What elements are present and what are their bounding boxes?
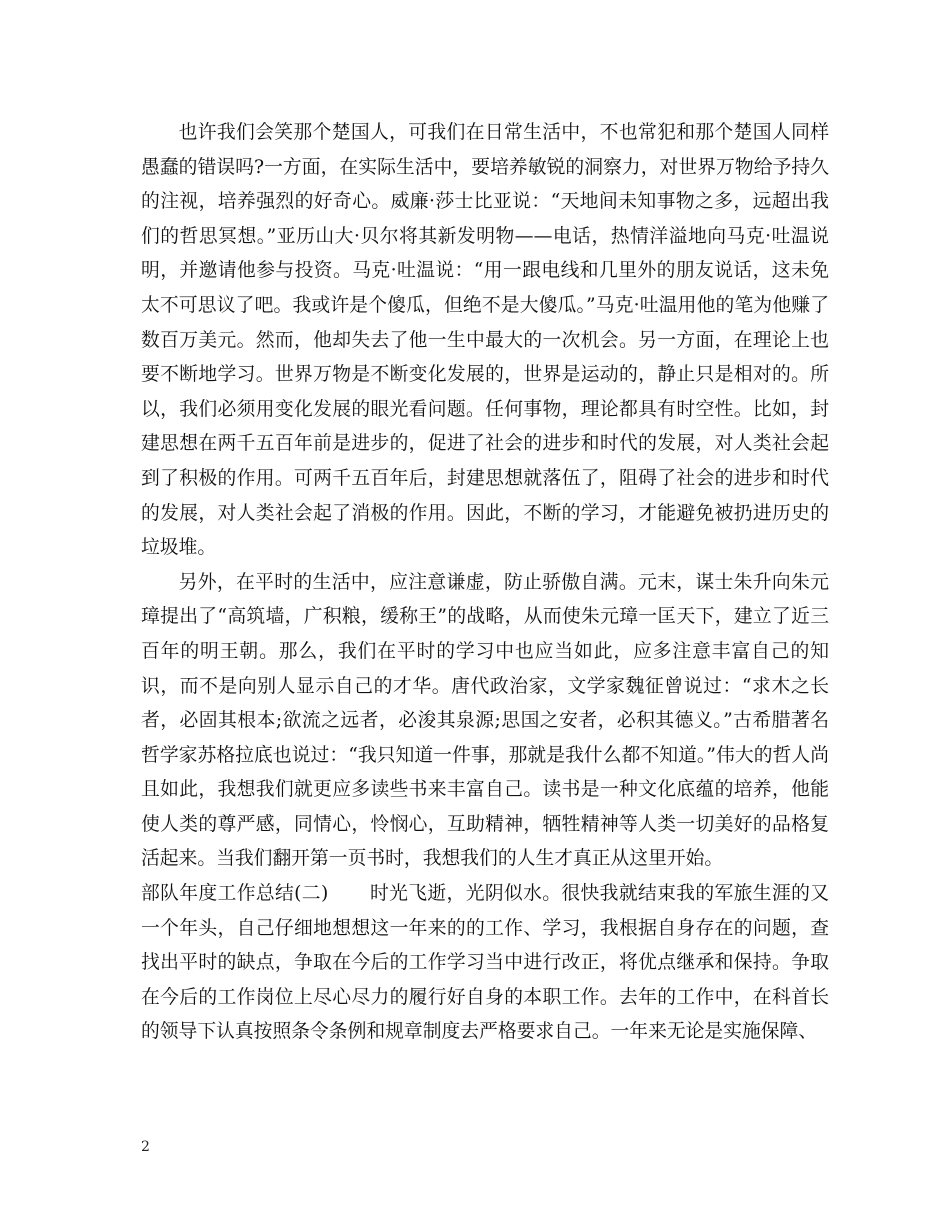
body-text [141,116,829,1050]
paragraph-2: 另外，在平时的生活中，应注意谦虚，防止骄傲自满。元末，谋士朱升向朱元璋提出了“高筑墙，广积粮，缓称王”的战略，从而使朱元璋一匡天下，建立了近三百年的明王朝。那么，我们在平时的学习中也应当如此，应多注意丰富自己的知识，而不是向别人显示自己的才华。唐代政治家，文学家魏征曾说过：“求木之长者，必固其根本;欲流之远者，必浚其泉源;思国之安者，必积其德义。”古希腊著名哲学家苏格拉底也说过：“我只知道一件事，那就是我什么都不知道。”伟大的哲人尚且如此，我想我们就更应多读些书来丰富自己。读书是一种文化底蕴的培养，他能使人类的尊严感，同情心，怜悯心，互助精神，牺牲精神等人类一切美好的品格复活起来。当我们翻开第一页书时，我想我们的人生才真正从这里开始。 [141,571,829,870]
page-number: 2 [141,1139,150,1155]
paragraph-1: 也许我们会笑那个楚国人，可我们在日常生活中，不也常犯和那个楚国人同样愚蠢的错误吗?一方面，在实际生活中，要培养敏锐的洞察力，对世界万物给予持久的注视，培养强烈的好奇心。威廉·莎士比亚说：“天地间未知事物之多，远超出我们的哲思冥想。”亚历山大·贝尔将其新发明物——电话，热情洋溢地向马克·吐温说明，并邀请他参与投资。马克·吐温说：“用一跟电线和几里外的朋友说话，这未免太不可思议了吧。我或许是个傻瓜，但绝不是大傻瓜。”马克·吐温用他的笔为他赚了数百万美元。然而，他却失去了他一生中最大的一次机会。另一方面，在理论上也要不断地学习。世界万物是不断变化发展的，世界是运动的，静止只是相对的。所以，我们必须用变化发展的眼光看问题。任何事物，理论都具有时空性。比如，封建思想在两千五百年前是进步的，促进了社会的进步和时代的发展，对人类社会起到了积极的作用。可两千五百年后，封建思想就落伍了，阻碍了社会的进步和时代的发展，对人类社会起了消极的作用。因此，不断的学习，才能避免被扔进历史的垃圾堆。 [141,122,829,559]
section-paragraph [141,877,829,1050]
section-text: 时光飞逝，光阴似水。很快我就结束我的军旅生涯的又一个年头，自己仔细地想想这一年来的的工作、学习，我根据自身存在的问题，查找出平时的缺点，争取在今后的工作学习当中进行改正，将优点继承和保持。争取在今后的工作岗位上尽心尽力的履行好自身的本职工作。去年的工作中，在科首长的领导下认真按照条令条例和规章制度去严格要求自己。一年来无论是实施保障、 [141,883,830,1043]
section-title: 部队年度工作总结(二) [141,883,329,905]
